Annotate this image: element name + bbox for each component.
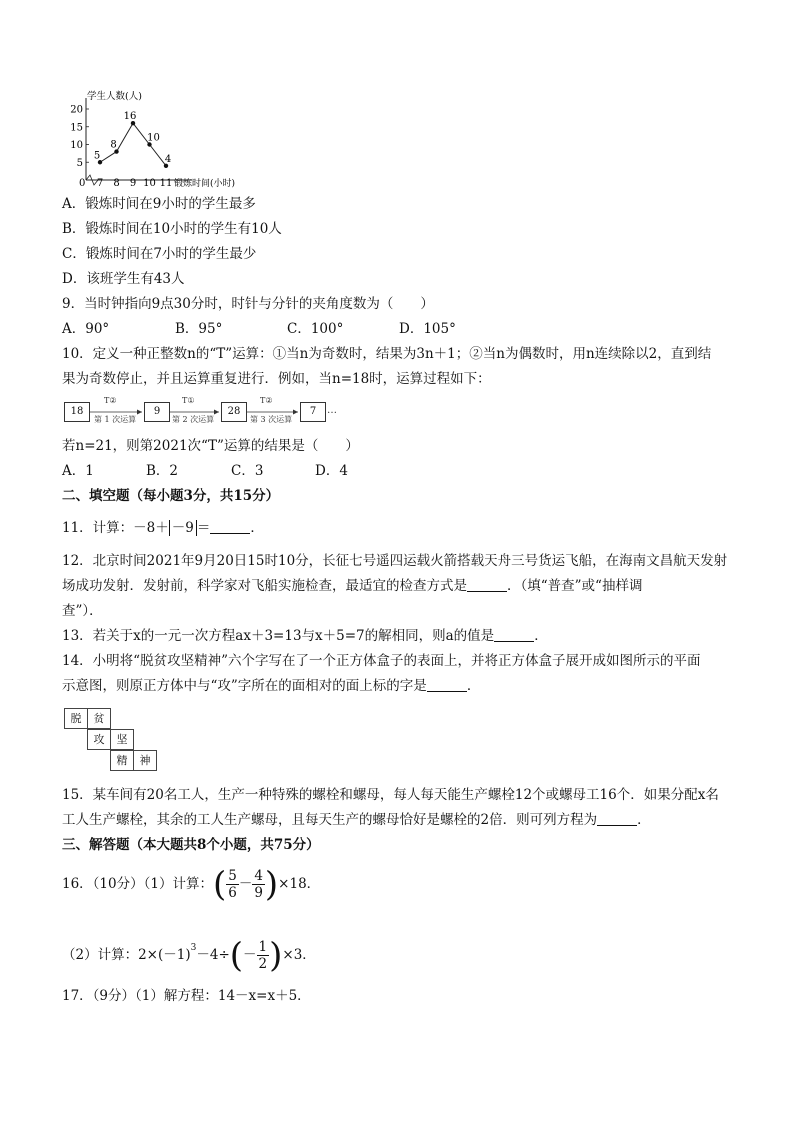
q16-exp: 3 bbox=[190, 943, 197, 953]
q15-line1: 15．某车间有20名工人，生产一种特殊的螺栓和螺母，每人每天能生产螺栓12个或螺母工16个．如果分配x名 bbox=[62, 787, 719, 803]
data-label: 5 bbox=[93, 150, 101, 162]
flow-step: 第 2 次运算 bbox=[172, 415, 215, 424]
q10-line3: 若n=21，则第2021次“T”运算的结果是（ ） bbox=[62, 438, 359, 454]
q9-stem: 9．当时钟指向9点30分时，时针与分针的夹角度数为（ ） bbox=[62, 296, 434, 312]
q11-suffix: ＝ bbox=[196, 520, 211, 536]
q8-option-b: B．锻炼时间在10小时的学生有10人 bbox=[62, 221, 282, 237]
flow-op: T① bbox=[182, 396, 195, 405]
net-cell: 贫 bbox=[87, 708, 111, 729]
y-tick-label: 20 bbox=[70, 104, 83, 116]
q16-part1-suffix: ×18． bbox=[278, 876, 321, 892]
q16-frac2: $\frac{4}{9}$ bbox=[254, 868, 263, 901]
q15-end: ． bbox=[637, 812, 651, 828]
q13-end: ． bbox=[534, 628, 548, 644]
q11-blank bbox=[210, 519, 250, 534]
x-tick-label: 11 bbox=[159, 178, 173, 188]
q17: 17．（9分）（1）解方程：14－x=x＋5． bbox=[62, 988, 311, 1004]
q11 bbox=[62, 518, 264, 538]
q16-part2-mid: －4÷ bbox=[196, 947, 230, 963]
section-3-heading: 三、解答题（本大题共8个小题，共75分） bbox=[62, 837, 320, 853]
flow-box: 18 bbox=[64, 402, 90, 422]
q15-line2-text: 工人生产螺栓，其余的工人生产螺母，且每天生产的螺母恰好是螺栓的2倍．则可列方程为 bbox=[62, 812, 598, 828]
q10-option-d: D．4 bbox=[315, 463, 348, 479]
flow-step: 第 1 次运算 bbox=[94, 415, 137, 424]
q8-option-d: D．该班学生有43人 bbox=[62, 271, 185, 287]
y-axis-label: 学生人数(人) bbox=[87, 91, 142, 102]
q10-line2: 果为奇数停止，并且运算重复进行．例如，当n=18时，运算过程如下： bbox=[62, 371, 491, 387]
q9-option-c: C．100° bbox=[287, 321, 344, 337]
q12-line2 bbox=[62, 576, 642, 596]
q11-end: ． bbox=[250, 520, 264, 536]
q16-part2: （2）计算：$2\times(-1)^3-4\div(-$ $\frac{1}{2}$ )×3． bbox=[62, 935, 316, 976]
q11-abs: －9 bbox=[169, 520, 197, 536]
q16-part2-suffix: ×3． bbox=[282, 947, 316, 963]
q16-part1-prefix: 16．（10分）（1）计算： bbox=[62, 876, 213, 892]
flow-tail: … bbox=[327, 405, 337, 416]
q15-line2 bbox=[62, 810, 651, 830]
flow-box: 7 bbox=[300, 402, 326, 422]
flow-op: T② bbox=[260, 396, 273, 405]
y-tick-label: 5 bbox=[76, 157, 83, 169]
data-label: 4 bbox=[164, 153, 172, 165]
q14-blank bbox=[427, 677, 467, 692]
x-tick-label: 9 bbox=[129, 178, 137, 188]
x-axis-label: 锻炼时间(小时) bbox=[174, 179, 236, 188]
q12-line3: 查”）． bbox=[62, 603, 103, 619]
q12-blank bbox=[467, 577, 507, 592]
y-tick-label: 15 bbox=[70, 122, 83, 134]
x-tick-label: 10 bbox=[143, 178, 156, 188]
flow-box: 9 bbox=[144, 402, 170, 422]
q8-option-c: C．锻炼时间在7小时的学生最少 bbox=[62, 246, 257, 262]
flow-op: T② bbox=[104, 396, 117, 405]
q9-option-d: D．105° bbox=[399, 321, 456, 337]
q12-line2a: 场成功发射．发射前，科学家对飞船实施检查，最适宜的检查方式是 bbox=[62, 578, 467, 594]
q16-part1: 16．（10分）（1）计算：( $\frac{5}{6}$ － $\frac{4}{9}$ )×18． bbox=[62, 864, 321, 905]
exercise-time-chart bbox=[62, 88, 302, 188]
data-label: 16 bbox=[123, 111, 137, 123]
q16-part2-neg: － bbox=[243, 947, 257, 963]
q12-line1: 12．北京时间2021年9月20日15时10分，长征七号遥四运载火箭搭载天舟三号货运飞船，在海南文昌航天发射 bbox=[62, 553, 728, 569]
q14-line2-text: 示意图，则原正方体中与“攻”字所在的面相对的面上标的字是 bbox=[62, 678, 427, 694]
q15-blank bbox=[597, 811, 637, 826]
q14-end: ． bbox=[466, 678, 481, 694]
net-cell: 精 bbox=[110, 750, 134, 771]
net-cell: 攻 bbox=[87, 729, 111, 750]
net-cell: 坚 bbox=[110, 729, 134, 750]
net-cell: 神 bbox=[133, 750, 157, 771]
section-2-heading: 二、填空题（每小题3分，共15分） bbox=[62, 488, 280, 504]
q10-line1: 10．定义一种正整数n的“T”运算：①当n为奇数时，结果为3n＋1；②当n为偶数时，用n连续除以2，直到结 bbox=[62, 346, 712, 362]
y-tick-label: 10 bbox=[70, 140, 83, 151]
x-tick-label: 8 bbox=[113, 178, 120, 188]
q10-option-a: A．1 bbox=[62, 463, 94, 479]
q12-line2b: ．（填“普查”或“抽样调 bbox=[507, 578, 643, 594]
net-cell: 脱 bbox=[64, 708, 88, 729]
q13-blank bbox=[494, 627, 534, 642]
q9-option-b: B．95° bbox=[175, 321, 223, 337]
q16-frac1: $\frac{5}{6}$ bbox=[228, 868, 237, 901]
data-label: 8 bbox=[110, 139, 117, 151]
q10-option-c: C．3 bbox=[231, 463, 264, 479]
q11-prefix: 11．计算：－8＋ bbox=[62, 520, 169, 536]
t-operation-flow bbox=[64, 396, 354, 428]
q10-option-b: B．2 bbox=[146, 463, 179, 479]
q9-option-a: A．90° bbox=[62, 321, 110, 337]
q16-frac3: $\frac{1}{2}$ bbox=[258, 939, 268, 972]
flow-box: 28 bbox=[221, 402, 247, 422]
x-tick-label: 0 bbox=[79, 178, 86, 188]
flow-arrows bbox=[64, 400, 354, 428]
flow-step: 第 3 次运算 bbox=[250, 415, 293, 424]
q16-minus: － bbox=[238, 876, 253, 892]
q14-line2 bbox=[62, 676, 480, 696]
q16-part2-prefix: （2）计算：2×(－1) bbox=[62, 947, 191, 963]
q14-line1: 14．小明将“脱贫攻坚精神”六个字写在了一个正方体盒子的表面上，并将正方体盒子展开成如图所示的平面 bbox=[62, 653, 701, 669]
q8-option-a: A．锻炼时间在9小时的学生最多 bbox=[62, 196, 256, 212]
x-tick-label: 7 bbox=[96, 178, 104, 188]
q13 bbox=[62, 626, 548, 646]
data-label: 10 bbox=[147, 132, 160, 144]
q13-text: 13．若关于x的一元一次方程ax＋3=13与x＋5=7的解相同，则a的值是 bbox=[62, 628, 495, 644]
